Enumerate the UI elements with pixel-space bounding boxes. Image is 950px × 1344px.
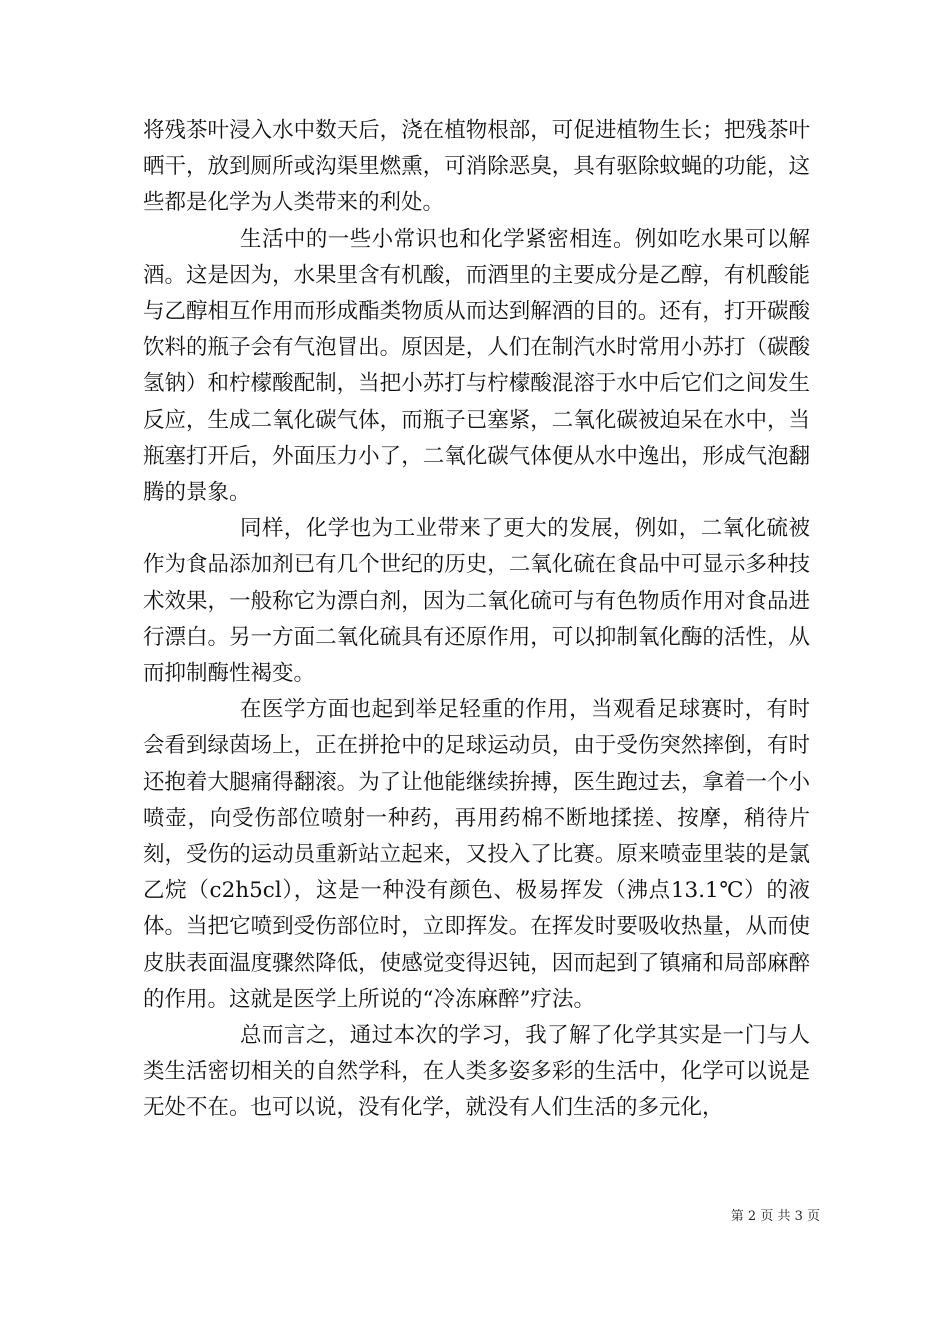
paragraph-industry: 同样，化学也为工业带来了更大的发展，例如，二氧化硫被作为食品添加剂已有几个世纪的历史，二氧化硫在食品中可显示多种技术效果，一般称它为漂白剂，因为二氧化硫可与有色物质作用对食品进行漂白。另一方面二氧化硫具有还原作用，可以抑制氧化酶的活性，从而抑制酶性褐变。	[143, 516, 810, 687]
paragraph-summary: 总而言之，通过本次的学习，我了解了化学其实是一门与人类生活密切相关的自然学科，在人类多姿多彩的生活中，化学可以说是无处不在。也可以说，没有化学，就没有人们生活的多元化，	[143, 1023, 810, 1121]
page-number-footer: 第 2 页 共 3 页	[730, 1209, 820, 1224]
paragraph-daily-life: 生活中的一些小常识也和化学紧密相连。例如吃水果可以解酒。这是因为，水果里含有机酸，而酒里的主要成分是乙醇，有机酸能与乙醇相互作用而形成酯类物质从而达到解酒的目的。还有，打开碳酸饮料的瓶子会有气泡冒出。原因是，人们在制汽水时常用小苏打（碳酸氢钠）和柠檬酸配制，当把小苏打与柠檬酸混溶于水中后它们之间发生反应，生成二氧化碳气体，而瓶子已塞紧，二氧化碳被迫呆在水中，当瓶塞打开后，外面压力小了，二氧化碳气体便从水中逸出，形成气泡翻腾的景象。	[143, 226, 810, 506]
paragraph-medicine: 在医学方面也起到举足轻重的作用，当观看足球赛时，有时会看到绿茵场上，正在拼抢中的足球运动员，由于受伤突然摔倒，有时还抱着大腿痛得翻滚。为了让他能继续拚搏，医生跑过去，拿着一个小喷壶，向受伤部位喷射一种药，再用药棉不断地揉搓、按摩，稍待片刻，受伤的运动员重新站立起来，又投入了比赛。原来喷壶里装的是氯乙烷（c2h5cl），这是一种没有颜色、极易挥发（沸点13.1℃）的液体。当把它喷到受伤部位时，立即挥发。在挥发时要吸收热量，从而使皮肤表面温度骤然降低，使感觉变得迟钝，因而起到了镇痛和局部麻醉的作用。这就是医学上所说的“冷冻麻醉”疗法。	[143, 697, 810, 1012]
paragraph-tea-leaves: 将残茶叶浸入水中数天后，浇在植物根部，可促进植物生长；把残茶叶晒干，放到厕所或沟渠里燃熏，可消除恶臭，具有驱除蚊蝇的功能，这些都是化学为人类带来的利处。	[143, 118, 810, 216]
body-text	[143, 113, 810, 1127]
